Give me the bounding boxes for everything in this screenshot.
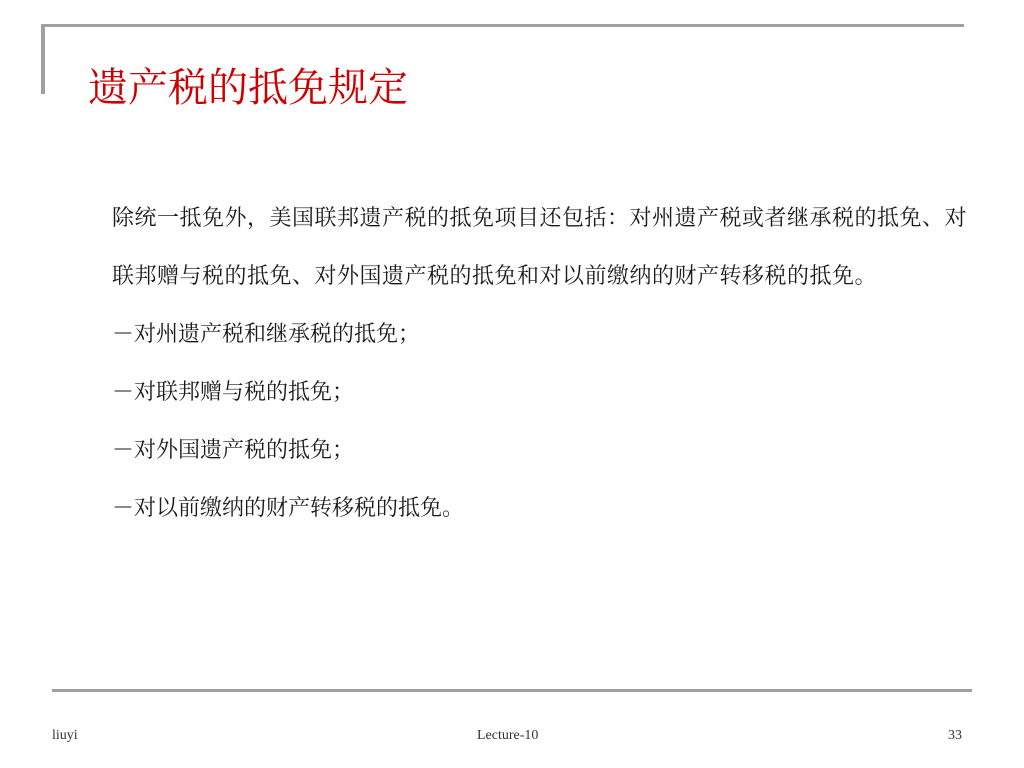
footer-page-number: 33: [948, 728, 962, 743]
footer-lecture: Lecture-10: [477, 728, 539, 743]
corner-bracket-vertical: [41, 24, 45, 94]
list-item: －对州遗产税和继承税的抵免；: [112, 322, 421, 347]
list-item: －对外国遗产税的抵免；: [112, 438, 355, 463]
footer-rule: [52, 689, 972, 692]
top-rule: [41, 24, 964, 27]
list-item: －对联邦赠与税的抵免；: [112, 380, 355, 405]
list-item: －对以前缴纳的财产转移税的抵免。: [112, 496, 465, 521]
footer-author: liuyi: [52, 728, 78, 743]
body-paragraph: 除统一抵免外，美国联邦遗产税的抵免项目还包括：对州遗产税或者继承税的抵免、对联邦赠与税的抵免、对外国遗产税的抵免和对以前缴纳的财产转移税的抵免。: [112, 206, 968, 289]
slide-body: [112, 190, 972, 538]
slide-title: 遗产税的抵免规定: [88, 65, 408, 111]
